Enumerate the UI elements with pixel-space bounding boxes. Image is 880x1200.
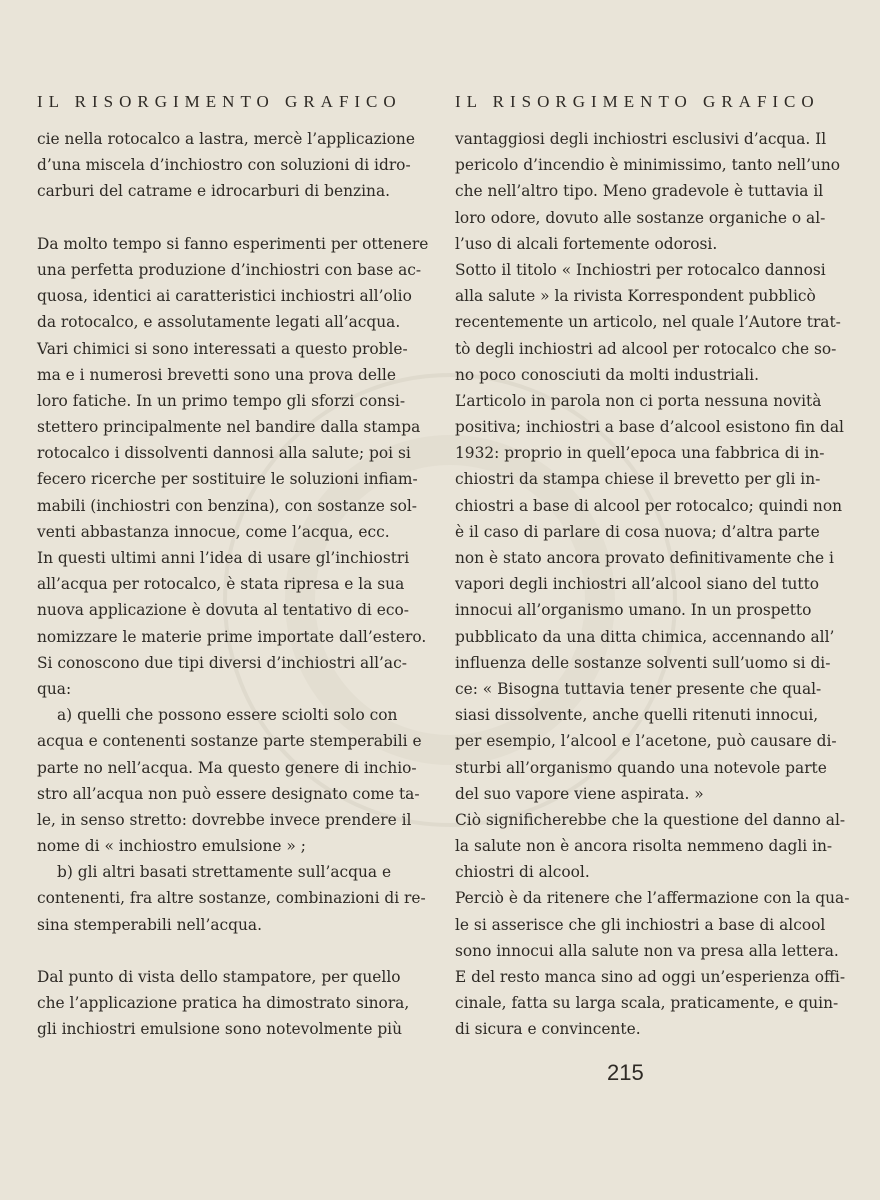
text-line: Ciò significherebbe che la questione del danno al- bbox=[455, 810, 846, 829]
text-line: vantaggiosi degli inchiostri esclusivi d’acqua. Il bbox=[455, 130, 827, 148]
list-item-a-continued bbox=[37, 728, 422, 859]
text-line: d’una miscela d’inchiostro con soluzioni di idro- bbox=[37, 156, 411, 175]
left-paragraph-4 bbox=[37, 650, 407, 702]
text-line: loro odore, dovuto alle sostanze organiche o al- bbox=[455, 208, 826, 227]
text-line: a) quelli che possono essere sciolti solo con bbox=[57, 706, 398, 725]
text-line: ce: « Bisogna tuttavia tener presente che qual- bbox=[455, 679, 822, 698]
text-line: non è stato ancora provato definitivamente che i bbox=[455, 549, 834, 567]
text-line: contenenti, fra altre sostanze, combinazioni di re- bbox=[37, 889, 426, 908]
text-line: L’articolo in parola non ci porta nessuna novità bbox=[455, 391, 822, 410]
right-paragraph-2 bbox=[455, 257, 841, 388]
text-line: vapori degli inchiostri all’alcool siano del tutto bbox=[455, 575, 820, 594]
text-line: all’acqua per rotocalco, è stata ripresa e la sua bbox=[37, 575, 405, 594]
text-line: che l’applicazione pratica ha dimostrato sinora, bbox=[37, 994, 410, 1013]
text-line: b) gli altri basati strettamente sull’acqua e bbox=[57, 863, 392, 882]
text-line: nome di « inchiostro emulsione » ; bbox=[37, 837, 306, 856]
page-number: 215 bbox=[607, 1060, 644, 1085]
right-paragraph-3 bbox=[455, 388, 844, 807]
text-line: che nell’altro tipo. Meno gradevole è tuttavia il bbox=[455, 182, 824, 201]
left-paragraph-7 bbox=[37, 964, 410, 1043]
text-line: Sotto il titolo « Inchiostri per rotocalco dannosi bbox=[455, 260, 826, 279]
list-item-b bbox=[37, 859, 392, 885]
text-line: recentemente un articolo, nel quale l’Autore trat- bbox=[455, 313, 841, 332]
text-line: chiostri da stampa chiese il brevetto per gli in- bbox=[455, 470, 821, 489]
left-paragraph-1 bbox=[37, 126, 415, 205]
text-line: stettero principalmente nel bandire dalla stampa bbox=[37, 418, 421, 437]
text-line: chiostri di alcool. bbox=[455, 863, 590, 882]
text-line: Vari chimici si sono interessati a questo proble- bbox=[37, 339, 408, 358]
right-column bbox=[455, 92, 850, 1043]
right-running-head: IL RISORGIMENTO GRAFICO bbox=[455, 92, 820, 111]
text-line: alla salute » la rivista Korrespondent pubblicò bbox=[455, 287, 816, 306]
text-line: Perciò è da ritenere che l’affermazione con la qua- bbox=[455, 889, 850, 908]
text-line: nomizzare le materie prime importate dall’estero. bbox=[37, 627, 427, 646]
text-line: una perfetta produzione d’inchiostri con base ac- bbox=[37, 260, 422, 279]
text-line: In questi ultimi anni l’idea di usare gl’inchiostri bbox=[37, 549, 410, 567]
right-paragraph-5 bbox=[455, 885, 850, 1042]
text-line: la salute non è ancora risolta nemmeno dagli in- bbox=[455, 837, 833, 856]
text-line: le si asserisce che gli inchiostri a base di alcool bbox=[455, 915, 826, 934]
text-line: positiva; inchiostri a base d’alcool esistono fin dal bbox=[455, 418, 844, 437]
text-line: siasi dissolvente, anche quelli ritenuti innocui, bbox=[455, 706, 819, 725]
text-line: gli inchiostri emulsione sono notevolmente più bbox=[37, 1020, 403, 1039]
left-paragraph-3 bbox=[37, 545, 427, 650]
text-line: qua: bbox=[37, 679, 72, 698]
text-line: venti abbastanza innocue, come l’acqua, ecc. bbox=[37, 522, 390, 541]
text-line: Dal punto di vista dello stampatore, per quello bbox=[37, 968, 401, 986]
text-line: 1932: proprio in quell’epoca una fabbrica di in- bbox=[455, 444, 825, 463]
text-line: chiostri a base di alcool per rotocalco; quindi non bbox=[455, 496, 843, 515]
text-line: del suo vapore viene aspirata. » bbox=[455, 784, 704, 803]
text-line: per esempio, l’alcool e l’acetone, può causare di- bbox=[455, 732, 837, 751]
text-line: nuova applicazione è dovuta al tentativo di eco- bbox=[37, 601, 409, 620]
text-line: pericolo d’incendio è minimissimo, tanto nell’uno bbox=[455, 156, 841, 175]
text-line: carburi del catrame e idrocarburi di benzina. bbox=[37, 182, 391, 201]
text-line: Da molto tempo si fanno esperimenti per ottenere bbox=[37, 234, 429, 253]
left-column bbox=[37, 92, 429, 1043]
text-line: ma e i numerosi brevetti sono una prova delle bbox=[37, 365, 396, 384]
text-line: quosa, identici ai caratteristici inchiostri all’olio bbox=[37, 287, 412, 306]
text-line: da rotocalco, e assolutamente legati all’acqua. bbox=[37, 313, 401, 332]
text-line: cie nella rotocalco a lastra, mercè l’applicazione bbox=[37, 130, 415, 148]
text-line: mabili (inchiostri con benzina), con sostanze sol- bbox=[37, 496, 417, 515]
text-line: Si conoscono due tipi diversi d’inchiostri all’ac- bbox=[37, 653, 407, 672]
text-line: rotocalco i dissolventi dannosi alla salute; poi si bbox=[37, 444, 411, 463]
text-line: fecero ricerche per sostituire le soluzioni infiam- bbox=[37, 470, 418, 489]
left-running-head: IL RISORGIMENTO GRAFICO bbox=[37, 92, 402, 111]
text-line: pubblicato da una ditta chimica, accennando all’ bbox=[455, 627, 835, 646]
text-line: acqua e contenenti sostanze parte stemperabili e bbox=[37, 732, 422, 751]
text-line: innocui all’organismo umano. In un prospetto bbox=[455, 601, 812, 620]
text-line: sturbi all’organismo quando una notevole parte bbox=[455, 758, 827, 777]
text-line: è il caso di parlare di cosa nuova; d’altra parte bbox=[455, 522, 820, 541]
text-line: sina stemperabili nell’acqua. bbox=[37, 915, 262, 934]
right-paragraph-4 bbox=[455, 807, 846, 886]
text-line: E del resto manca sino ad oggi un’esperienza offi- bbox=[455, 968, 846, 986]
text-line: sono innocui alla salute non va presa alla lettera. bbox=[455, 941, 839, 960]
text-line: l’uso di alcali fortemente odorosi. bbox=[455, 234, 718, 253]
text-line: stro all’acqua non può essere designato come ta- bbox=[37, 784, 420, 803]
text-line: parte no nell’acqua. Ma questo genere di inchio- bbox=[37, 758, 417, 777]
text-line: le, in senso stretto: dovrebbe invece prendere il bbox=[37, 810, 412, 829]
right-paragraph-1 bbox=[455, 126, 841, 257]
text-line: loro fatiche. In un primo tempo gli sforzi consi- bbox=[37, 391, 406, 410]
list-item-b-continued bbox=[37, 885, 426, 937]
text-line: cinale, fatta su larga scala, praticamente, e quin- bbox=[455, 994, 839, 1013]
text-line: tò degli inchiostri ad alcool per rotocalco che so- bbox=[455, 339, 837, 358]
text-line: di sicura e convincente. bbox=[455, 1020, 641, 1039]
list-item-a bbox=[37, 702, 398, 728]
text-line: influenza delle sostanze solventi sull’uomo si di- bbox=[455, 653, 831, 672]
left-paragraph-2 bbox=[37, 231, 429, 545]
text-line: no poco conosciuti da molti industriali. bbox=[455, 365, 759, 384]
